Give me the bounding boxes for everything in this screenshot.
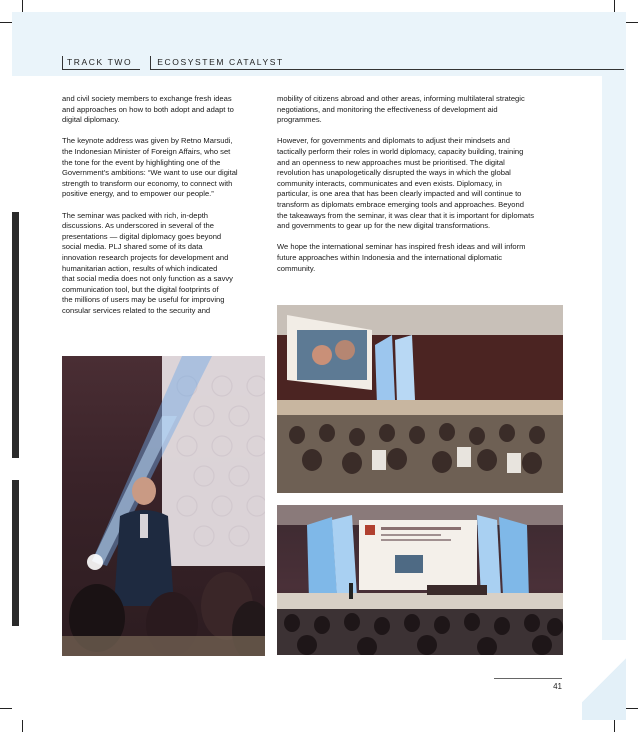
crop-mark (0, 708, 12, 709)
body-paragraph: mobility of citizens abroad and other areas, informing multilateral strategic negotiations, and monitoring the effectiveness of development aid programmes. (277, 94, 525, 125)
body-paragraph: The seminar was packed with rich, in-depth discussions. As underscored in several of the presentations — digital diplomacy goes beyond social media. PLJ shared some of its data innovation research projects for development and humanitarian action, results of which indicated that social media does not only function as a savvy communication tool, but the digital footprints of the millions of users may be useful for improving consular services related to the security and (62, 210, 233, 315)
page-number: 41 (553, 682, 562, 691)
seminar-stage-illustration (277, 505, 563, 655)
right-text-column (277, 94, 567, 285)
running-header (62, 56, 624, 70)
crop-mark (0, 22, 12, 23)
crop-mark (626, 22, 638, 23)
body-paragraph: and civil society members to exchange fresh ideas and approaches on how to both adopt and adapt to digital diplomacy. (62, 94, 234, 125)
right-margin-band (602, 12, 626, 720)
seminar-hall-photo (277, 305, 563, 493)
body-paragraph: However, for governments and diplomats to adjust their mindsets and tactically perform their roles in world diplomacy, capacity building, training and an openness to new approaches must be prioritised. The digital revolution has unapologetically disrupted the ways in which the global community interacts, communicates and even exists. Diplomacy, in particular, is one area that has been clearly impacted and will continue to transform as diplomats embrace emerging tools and approaches. Beyond the takeaways from the seminar, it was clear that it is important for diplomats and governments to gear up for the new digital transformations. (277, 136, 535, 231)
body-paragraph: The keynote address was given by Retno Marsudi, the Indonesian Minister of Foreign Affairs, who set the tone for the event by highlighting one of the Government's ambitions: “We want to use our digital strength to transform our economy, to connect with positive energy, and to empower our people.” (62, 136, 238, 199)
seminar-hall-illustration (277, 305, 563, 493)
footer-rule (494, 678, 562, 679)
seminar-stage-photo (277, 505, 563, 655)
crop-mark (22, 0, 23, 12)
crop-mark (614, 0, 615, 12)
section-title: ECOSYSTEM CATALYST (150, 56, 624, 70)
crop-mark (22, 720, 23, 732)
body-paragraph: We hope the international seminar has inspired fresh ideas and will inform future approaches within Indonesia and the international diplomatic community. (277, 242, 526, 273)
crop-mark (626, 708, 638, 709)
facing-page-bleed (12, 480, 19, 626)
section-label: TRACK TWO (62, 56, 140, 70)
speaker-photo (62, 356, 265, 656)
page-corner-fold (582, 640, 626, 720)
crop-mark (614, 720, 615, 732)
left-text-column (62, 94, 266, 327)
speaker-photo-illustration (62, 356, 265, 656)
facing-page-bleed (12, 212, 19, 458)
